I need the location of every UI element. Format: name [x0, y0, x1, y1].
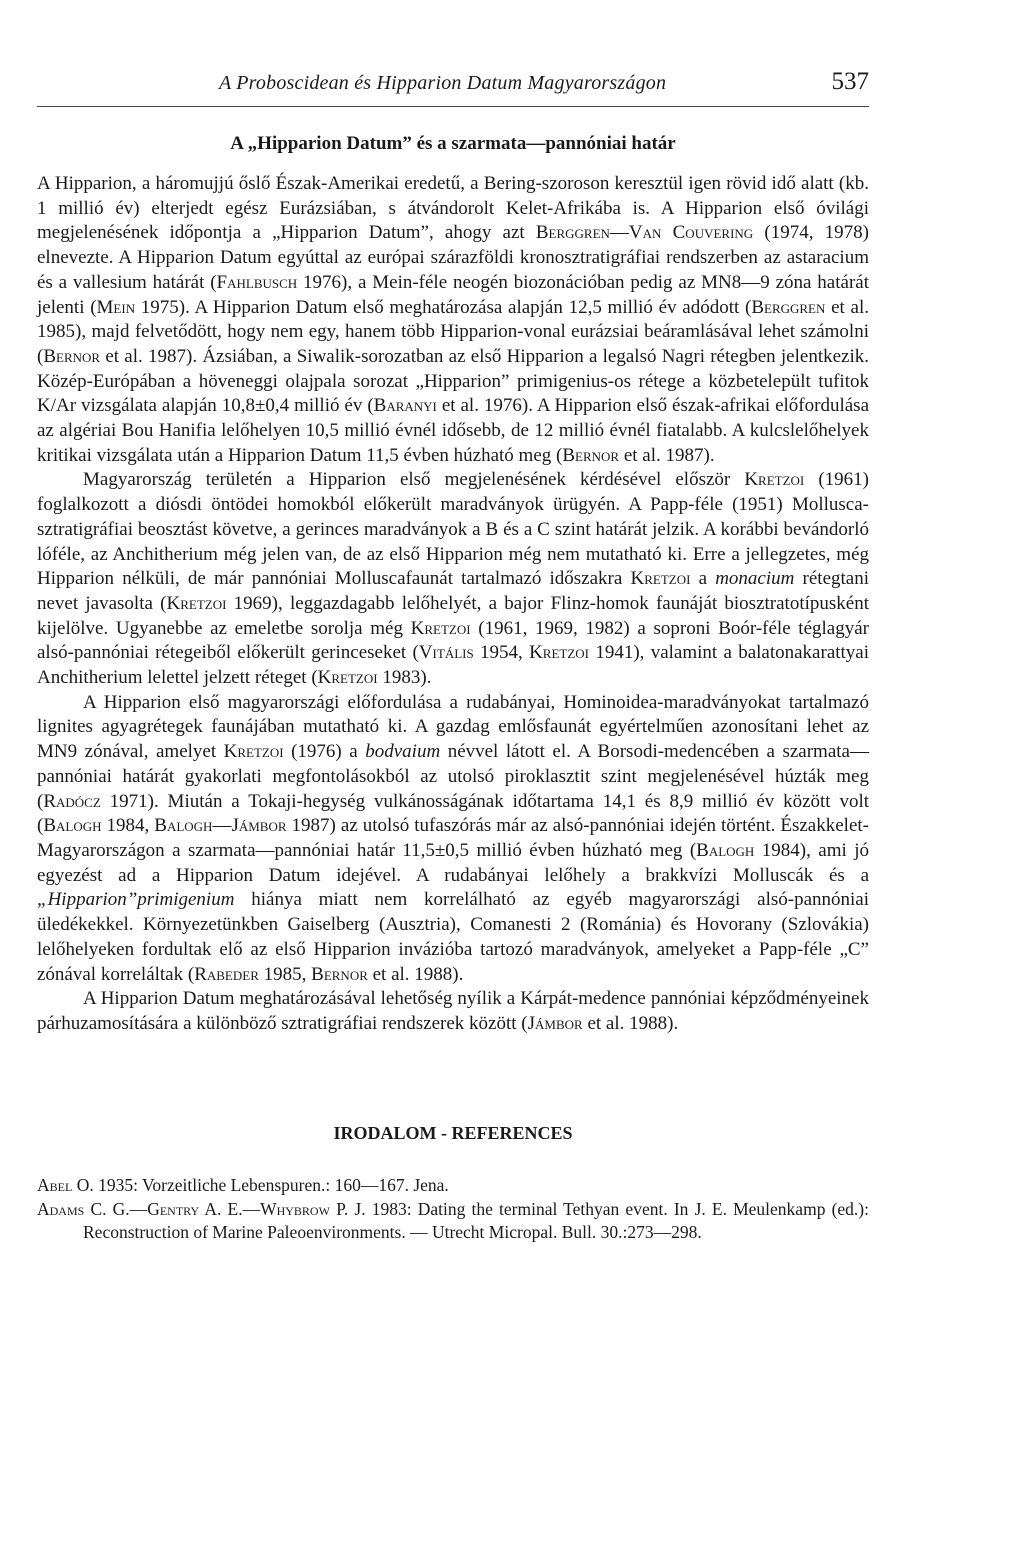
running-header [37, 70, 869, 107]
text-run: 1975). A Hipparion Datum első meghatározása alapján 12,5 millió év adódott ( [135, 296, 752, 318]
author-citation: Mein [96, 296, 136, 318]
text-run: et al. 1985), majd felvetődött, hogy nem egy, hanem több Hipparion-vonal eurázsiai beáramlásával lehet számolni ( [37, 296, 869, 367]
text-run: 1954, [473, 642, 530, 664]
reference-list [37, 1174, 869, 1244]
author-citation: Whybrow [260, 1199, 330, 1220]
text-run: A. E.— [199, 1199, 261, 1220]
author-citation: Balogh—Jámbor [154, 815, 287, 837]
author-citation: Vitális [418, 642, 474, 664]
text-run: et al. 1976). A Hipparion első észak-afrikai előfordulása az algériai Bou Hanifia lelőhelyen 10,5 millió évnél idősebb, de 12 millió évnél fiatalabb. A kulcslelőhelyek kritikai vizsgálata után a Hipparion Datum 11,5 évben húzható meg ( [37, 395, 870, 466]
text-run: a [690, 568, 716, 590]
text-run: 1984, [101, 815, 155, 837]
author-citation: Bernor [562, 444, 620, 466]
text-run: (1961, 1969, 1982) a soproni Boór-féle téglagyár alsó-pannóniai rétegeiből előkerült gerinceseket ( [37, 617, 869, 664]
author-citation: Kretzoi [529, 642, 590, 664]
text-run: 1984), ami jó egyezést ad a Hipparion Datum idejével. A rudabányai lelőhely a brakkvízi Molluscák és a [37, 839, 869, 886]
author-citation: Gentry [147, 1199, 200, 1220]
references-heading: IRODALOM - REFERENCES [333, 1122, 573, 1143]
author-citation: Baranyi [373, 395, 437, 417]
text-run: A Hipparion első magyarországi előfordulása a rudabányai, Hominoidea-maradványokat tartalmazó lignites agyagrétegek faunájában mutatható ki. A gazdag emlősfaunát egyértelműen azonosítani lehet az MN9 zónával, amelyet [37, 691, 869, 763]
author-citation: Balogh [696, 839, 755, 861]
italic-term: „Hipparion”primigenium [37, 889, 235, 911]
author-citation: Fahlbusch [216, 271, 298, 293]
text-run: A Hipparion Datum meghatározásával lehetőség nyílik a Kárpát-medence pannóniai képződményeinek párhuzamosítására a különböző sztratigráfiai rendszerek között ( [37, 988, 869, 1034]
running-title: A Proboscidean és Hipparion Datum Magyarországon [219, 72, 667, 94]
body-text [37, 172, 869, 1037]
author-citation: Kretzoi [744, 469, 805, 491]
author-citation: Radócz [43, 790, 101, 812]
author-citation: Bernor [311, 963, 368, 985]
reference-entry [37, 1198, 869, 1243]
text-run: 1983). [377, 667, 432, 689]
page-number: 537 [831, 68, 869, 95]
author-citation: Bernor [43, 345, 101, 367]
text-run: (1976) a [283, 741, 366, 763]
text-run: Magyarország területén a Hipparion első megjelenésének kérdésével először [83, 469, 745, 491]
text-run: C. G.— [84, 1199, 148, 1220]
author-citation: Balogh [43, 815, 102, 837]
page [37, 70, 869, 1245]
text-run: 1941), valamint a balatonakarattyai Anchitherium lelettel jelzett réteget ( [37, 642, 870, 689]
text-run: A Hipparion, a háromujjú őslő Észak-Amerikai eredetű, a Bering-szoroson keresztül igen rövid idő alatt (kb. 1 millió év) elterjedt egész Eurázsiában, s átvándorolt Kelet-Afrikába is. A Hipparion első óvilági megjelenésének időpontja a „Hipparion Datum”, ahogy azt [37, 173, 869, 244]
author-citation: Kretzoi [410, 617, 471, 639]
text-run: 1976), a Mein-féle neogén biozonációban pedig az MN8—9 zóna határát jelenti ( [37, 271, 869, 318]
text-run: hiánya miatt nem korrelálható az egyéb magyarországi alsó-pannóniai üledékekkel. Környezetünkben Gaiselberg (Ausztria), Comanesti 2 (Románia) és Hovorany (Szlovákia) lelőhelyeken fordultak elő az első Hipparion invázióba tartozó maradványok, amelyeket a Papp-féle „C” zónával korreláltak ( [37, 889, 869, 985]
text-run: (1961) foglalkozott a diósdi öntödei homokból előkerült maradványok ürügyén. A Papp-féle (1951) Mollusca-sztratigráfiai beosztást követve, a gerinces maradványok a B és a C szint határát jelzik. A korábbi bevándorló lóféle, az Anchitherium még jelen van, de az első Hipparion még nem mutatható ki. Erre a jellegzetes, még Hipparion nélküli, de már pannóniai Molluscafaunát tartalmazó időszakra [37, 469, 869, 590]
section-heading: A „Hipparion Datum” és a szarmata—pannóniai határ [230, 133, 676, 154]
text-run: (1974, 1978) elnevezte. A Hipparion Datum egyúttal az európai szárazföldi kronosztratigráfiai rendszerben az astaracium és a vallesium határát ( [37, 222, 869, 293]
text-run: et al. 1988). [367, 963, 464, 985]
author-citation: Kretzoi [166, 592, 227, 614]
author-citation: Kretzoi [630, 568, 691, 590]
body-paragraph [37, 172, 869, 468]
body-paragraph [37, 691, 869, 987]
italic-term: bodvaium [365, 741, 441, 763]
text-run: rétegtani nevet javasolta ( [37, 568, 869, 614]
author-citation: Berggren—Van Couvering [535, 222, 754, 244]
italic-term: monacium [715, 568, 795, 590]
text-run: et al. 1987). [619, 444, 715, 466]
author-citation: Rabeder [194, 963, 259, 985]
text-run: 1969), leggazdagabb lelőhelyét, a bajor Flinz-homok faunáját biosztratotípusként kijelölve. Ugyanebbe az emeletbe sorolja még [37, 592, 869, 639]
author-citation: Adams [37, 1199, 85, 1220]
text-run: 1971). Miután a Tokaji-hegység vulkánosságának időtartama 14,1 és 8,9 millió év között volt ( [37, 790, 869, 837]
text-run: et al. 1988). [582, 1012, 679, 1034]
author-citation: Kretzoi [317, 667, 378, 689]
author-citation: Jámbor [527, 1012, 583, 1034]
text-run: névvel látott el. A Borsodi-medencében a szarmata—pannóniai határát gyakorlati megfontolásokból az utolsó piroklasztit szint megjelenésével húzták meg ( [37, 741, 869, 812]
body-paragraph [37, 468, 869, 690]
text-run: O. 1935: Vorzeitliche Lebenspuren.: 160—167. Jena. [72, 1174, 449, 1195]
author-citation: Kretzoi [223, 741, 284, 763]
author-citation: Berggren [751, 296, 826, 318]
body-paragraph [37, 987, 869, 1036]
author-citation: Abel [37, 1174, 73, 1195]
text-run: P. J. 1983: Dating the terminal Tethyan event. In J. E. Meulenkamp (ed.): Reconstruction of Marine Paleoenvironments. — Utrecht Micropal. Bull. 30.:273—298. [83, 1199, 869, 1242]
reference-entry [37, 1174, 869, 1197]
text-run: 1987) az utolsó tufaszórás már az alsó-pannóniai idején történt. Északkelet-Magyarországon a szarmata—pannóniai határ 11,5±0,5 millió évben húzható meg ( [37, 815, 869, 861]
text-run: 1985, [258, 963, 312, 985]
text-run: et al. 1987). Ázsiában, a Siwalik-sorozatban az első Hipparion a legalsó Nagri rétegben jelentkezik. Közép-Európában a höveneggi olajpala sorozat „Hipparion” primigenius-os rétege a közbetelepült tufitok K/Ar vizsgálata alapján 10,8±0,4 millió év ( [37, 345, 869, 417]
